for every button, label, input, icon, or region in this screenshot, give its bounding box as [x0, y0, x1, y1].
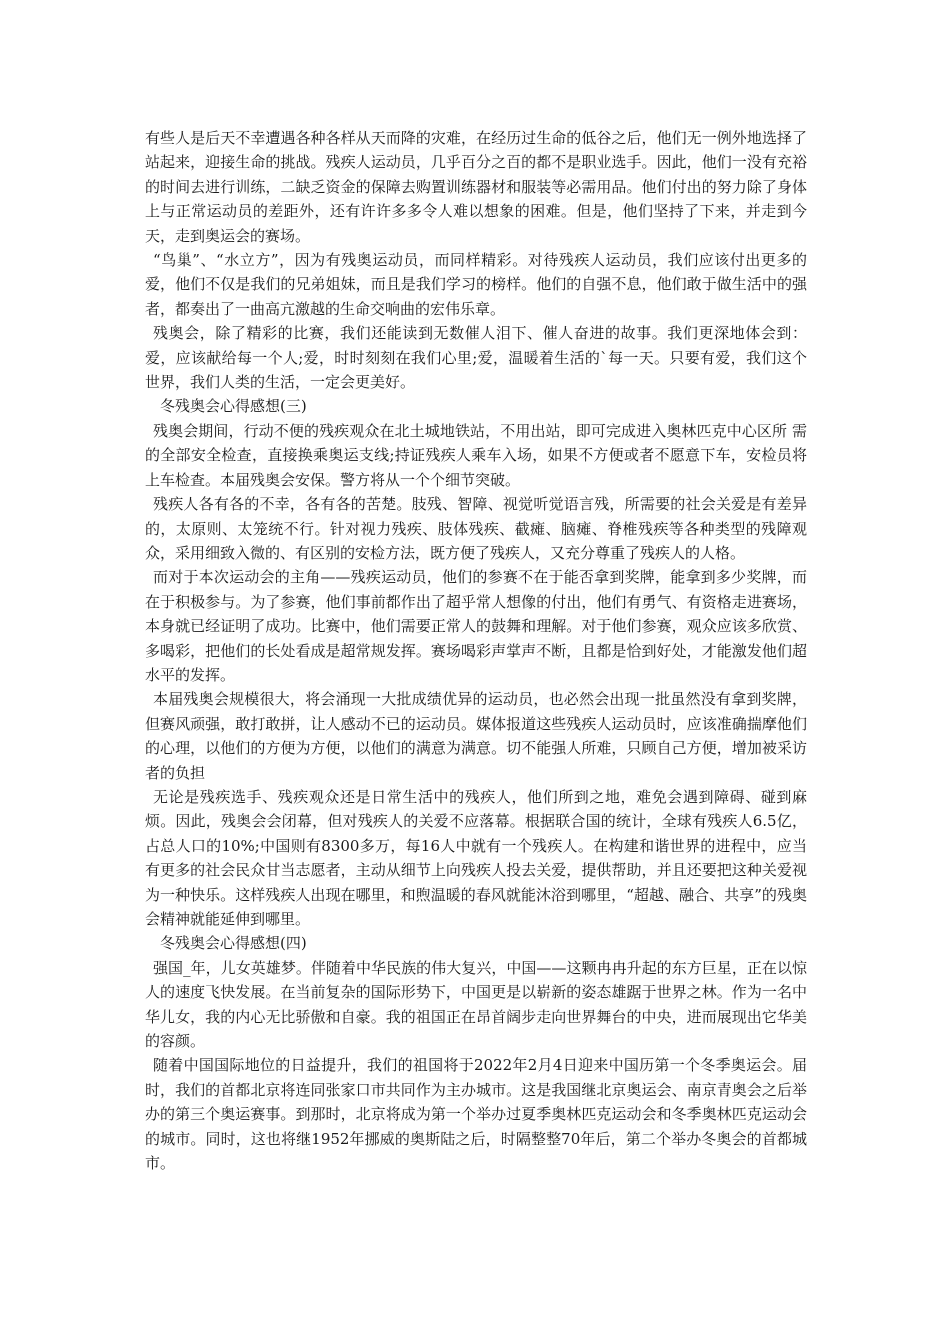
- paragraph-4: 残奥会期间，行动不便的残疾观众在北土城地铁站，不用出站，即可完成进入奥林匹克中心区所 需的全部安全检查，直接换乘奥运支线;持证残疾人乘车入场，如果不方便或者不愿意下车，安检员将上车检查。本届残奥会安保。警方将从一个个细节突破。: [145, 421, 807, 489]
- section-heading-3: 冬残奥会心得感想(三): [160, 397, 307, 416]
- paragraph-9: 强国_年，儿女英雄梦。伴随着中华民族的伟大复兴，中国——这颗冉冉升起的东方巨星，正在以惊人的速度飞快发展。在当前复杂的国际形势下，中国更是以崭新的姿态雄踞于世界之林。作为一名中华儿女，我的内心无比骄傲和自豪。我的祖国正在昂首阔步走向世界舞台的中央，进而展现出它华美的容颜。: [145, 958, 807, 1051]
- paragraph-2: “鸟巢”、“水立方”，因为有残奥运动员，而同样精彩。对待残疾人运动员，我们应该付出更多的爱，他们不仅是我们的兄弟姐妹，而且是我们学习的榜样。他们的自强不息，他们敢于做生活中的强者，都奏出了一曲高亢激越的生命交响曲的宏伟乐章。: [145, 251, 807, 318]
- paragraph-7: 本届残奥会规模很大，将会涌现一大批成绩优异的运动员，也必然会出现一批虽然没有拿到奖牌，但赛风顽强，敢打敢拼，让人感动不已的运动员。媒体报道这些残疾人运动员时，应该准确揣摩他们的心理，以他们的方便为方便，以他们的满意为满意。切不能强人所难，只顾自己方便，增加被采访者的负担: [145, 690, 807, 782]
- paragraph-1: 有些人是后天不幸遭遇各种各样从天而降的灾难，在经历过生命的低谷之后，他们无一例外地选择了站起来，迎接生命的挑战。残疾人运动员，几乎百分之百的都不是职业选手。因此，他们一没有充裕的时间去进行训练，二缺乏资金的保障去购置训练器材和服装等必需用品。他们付出的努力除了身体上与正常运动员的差距外，还有许许多多令人难以想象的困难。但是，他们坚持了下来，并走到今天，走到奥运会的赛场。: [145, 129, 807, 245]
- paragraph-5: 残疾人各有各的不幸，各有各的苦楚。肢残、智障、视觉听觉语言残，所需要的社会关爱是有差异的，太原则、太笼统不行。针对视力残疾、肢体残疾、截瘫、脑瘫、脊椎残疾等各种类型的残障观众，采用细致入微的、有区别的安检方法，既方便了残疾人，又充分尊重了残疾人的人格。: [145, 495, 807, 562]
- paragraph-8: 无论是残疾选手、残疾观众还是日常生活中的残疾人，他们所到之地，难免会遇到障碍、碰到麻烦。因此，残奥会会闭幕，但对残疾人的关爱不应落幕。根据联合国的统计，全球有残疾人6.5亿，占总人口的10%;中国则有8300多万，每16人中就有一个残疾人。在构建和谐世界的进程中，应当有更多的社会民众甘当志愿者，主动从细节上向残疾人投去关爱，提供帮助，并且还要把这种关爱视为一种快乐。这样残疾人出现在哪里，和煦温暖的春风就能沐浴到哪里，“超越、融合、共享”的残奥会精神就能延伸到哪里。: [145, 787, 807, 928]
- paragraph-10: 随着中国国际地位的日益提升，我们的祖国将于2022年2月4日迎来中国历第一个冬季奥运会。届时，我们的首都北京将连同张家口市共同作为主办城市。这是我国继北京奥运会、南京青奥会之后举办的第三个奥运赛事。到那时，北京将成为第一个举办过夏季奥林匹克运动会和冬季奥林匹克运动会的城市。同时，这也将继1952年挪威的奥斯陆之后，时隔整整70年后，第二个举办冬奥会的首都城市。: [145, 1056, 807, 1173]
- section-heading-4: 冬残奥会心得感想(四): [160, 934, 307, 953]
- document-body: [145, 126, 807, 1175]
- paragraph-6: 而对于本次运动会的主角——残疾运动员，他们的参赛不在于能否拿到奖牌，能拿到多少奖牌，而在于积极参与。为了参赛，他们事前都作出了超乎常人想像的付出，他们有勇气、有资格走进赛场，本身就已经证明了成功。比赛中，他们需要正常人的鼓舞和理解。对于他们参赛，观众应该多欣赏、多喝彩，把他们的长处看成是超常规发挥。赛场喝彩声掌声不断，且都是恰到好处，才能激发他们超水平的发挥。: [145, 568, 807, 684]
- paragraph-3: 残奥会，除了精彩的比赛，我们还能读到无数催人泪下、催人奋进的故事。我们更深地体会到：爱，应该献给每一个人;爱，时时刻刻在我们心里;爱，温暖着生活的`每一天。只要有爱，我们这个世界，我们人类的生活，一定会更美好。: [145, 324, 807, 392]
